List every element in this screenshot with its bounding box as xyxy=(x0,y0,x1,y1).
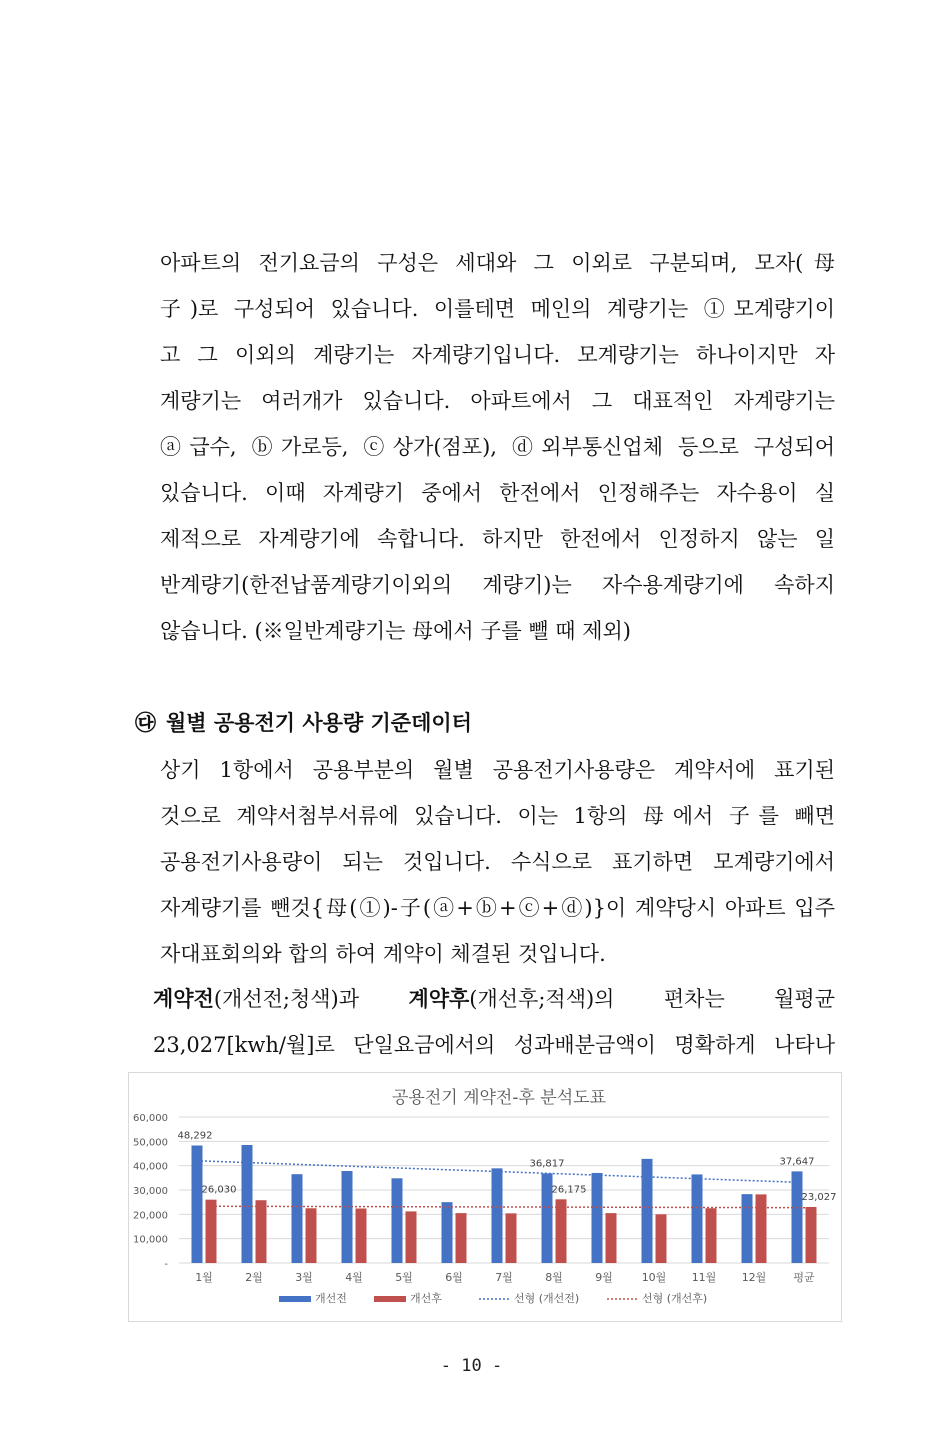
bar-after xyxy=(706,1208,717,1263)
bar-after xyxy=(756,1194,767,1263)
bar-before xyxy=(442,1202,453,1263)
paragraph-3-line xyxy=(153,976,835,1022)
paragraph-3 xyxy=(153,976,835,1068)
paragraph-2-line: 자대표회의와 합의 하여 계약이 체결된 것입니다. xyxy=(160,942,606,966)
bar-before xyxy=(692,1174,703,1263)
x-tick-label: 5월 xyxy=(395,1271,413,1284)
before-contract-label: 계약전 xyxy=(153,987,214,1011)
paragraph-2-line: 공용전기사용량이 되는 것입니다. 수식으로 표기하면 모계량기에서 xyxy=(160,850,835,874)
bar-after xyxy=(256,1200,267,1263)
bar-before xyxy=(742,1194,753,1263)
paragraph-2-line: 상기 1항에서 공용부분의 월별 공용전기사용량은 계약서에 표기된 xyxy=(160,758,835,782)
before-contract-text: (개선전;청색)과 xyxy=(213,987,409,1011)
bar-before xyxy=(342,1171,353,1263)
bar-after xyxy=(656,1214,667,1263)
paragraph-1-line: 않습니다. (※일반계량기는 母에서 子를 뺄 때 제외) xyxy=(160,619,631,643)
bar-after xyxy=(606,1213,617,1263)
section-title: 월별 공용전기 사용량 기준데이터 xyxy=(166,711,472,735)
bar-before xyxy=(392,1178,403,1263)
paragraph-1-line: 계량기는 여러개가 있습니다. 아파트에서 그 대표적인 자계량기는 xyxy=(160,389,835,413)
section-marker: ㉰ xyxy=(135,711,156,735)
x-tick-label: 4월 xyxy=(345,1271,363,1284)
paragraph-1 xyxy=(160,240,835,654)
legend-swatch xyxy=(374,1296,406,1302)
x-tick-label: 11월 xyxy=(691,1271,717,1284)
paragraph-1-line: 있습니다. 이때 자계량기 중에서 한전에서 인정해주는 자수용이 실 xyxy=(160,481,835,505)
x-tick-label: 10월 xyxy=(641,1271,667,1284)
x-tick-label: 8월 xyxy=(545,1271,563,1284)
x-tick-label: 2월 xyxy=(245,1271,263,1284)
bar-after xyxy=(556,1199,567,1263)
paragraph-1-line: 반계량기(한전납품계량기이외의 계량기)는 자수용계량기에 속하지 xyxy=(160,573,835,597)
bar-after xyxy=(306,1208,317,1263)
paragraph-1-line: 아파트의 전기요금의 구성은 세대와 그 이외로 구분되며, 모자(母 xyxy=(160,251,835,275)
chart-container xyxy=(128,1072,842,1322)
paragraph-2 xyxy=(160,747,835,977)
bar-before xyxy=(792,1171,803,1263)
paragraph-1-line: 고 그 이외의 계량기는 자계량기입니다. 모계량기는 하나이지만 자 xyxy=(160,343,835,367)
after-contract-label: 계약후 xyxy=(408,987,470,1011)
bar-before xyxy=(192,1145,203,1263)
page-number: - 10 - xyxy=(440,1356,503,1376)
bar-before xyxy=(642,1159,653,1263)
data-label: 48,292 xyxy=(177,1130,213,1142)
after-contract-text: (개선후;적색)의 편차는 월평균 xyxy=(469,987,835,1011)
bar-before xyxy=(592,1173,603,1263)
x-tick-label: 7월 xyxy=(495,1271,513,1284)
data-label: 23,027 xyxy=(801,1191,837,1203)
y-tick-label: 10,000 xyxy=(133,1234,168,1246)
bar-after xyxy=(506,1213,517,1263)
paragraph-1-line: 子)로 구성되어 있습니다. 이를테면 메인의 계량기는 ①모계량기이 xyxy=(160,297,835,321)
bar-after xyxy=(456,1213,467,1263)
y-tick-label: 20,000 xyxy=(133,1210,168,1222)
paragraph-3-line: 23,027[kwh/월]로 단일요금에서의 성과배분금액이 명확하게 나타나 xyxy=(153,1033,835,1057)
paragraph-1-line: ⓐ급수, ⓑ가로등, ⓒ상가(점포), ⓓ외부통신업체 등으로 구성되어 xyxy=(160,435,835,459)
bar-before xyxy=(292,1174,303,1263)
bar-after xyxy=(806,1207,817,1263)
section-heading xyxy=(135,703,472,743)
paragraph-2-line: 것으로 계약서첨부서류에 있습니다. 이는 1항의 母에서 子를 빼면 xyxy=(160,804,835,828)
legend-label: 개선후 xyxy=(410,1292,442,1305)
bar-after xyxy=(356,1208,367,1263)
bar-after xyxy=(206,1200,217,1263)
paragraph-2-line: 자계량기를 뺀것{母(①)-子(ⓐ+ⓑ+ⓒ+ⓓ)}이 계약당시 아파트 입주 xyxy=(160,896,835,920)
x-tick-label: 평균 xyxy=(793,1271,815,1284)
data-label: 26,175 xyxy=(551,1184,587,1196)
chart-title: 공용전기 계약전-후 분석도표 xyxy=(391,1088,607,1108)
data-label: 26,030 xyxy=(201,1184,237,1196)
bar-after xyxy=(406,1211,417,1263)
legend-label: 선형 (개선전) xyxy=(514,1292,580,1305)
bar-before xyxy=(492,1168,503,1263)
y-tick-label: 50,000 xyxy=(133,1137,168,1149)
paragraph-1-line: 제적으로 자계량기에 속합니다. 하지만 한전에서 인정하지 않는 일 xyxy=(160,527,835,551)
y-tick-label: 40,000 xyxy=(133,1161,168,1173)
y-tick-label: - xyxy=(164,1259,168,1270)
x-tick-label: 1월 xyxy=(195,1271,213,1284)
usage-chart xyxy=(129,1073,841,1321)
legend-label: 선형 (개선후) xyxy=(642,1292,708,1305)
x-tick-label: 3월 xyxy=(295,1271,313,1284)
y-tick-label: 30,000 xyxy=(133,1186,168,1197)
data-label: 36,817 xyxy=(529,1158,565,1170)
y-tick-label: 60,000 xyxy=(133,1113,168,1124)
legend-label: 개선전 xyxy=(315,1292,347,1305)
x-tick-label: 12월 xyxy=(741,1271,767,1284)
data-label: 37,647 xyxy=(779,1156,815,1168)
x-tick-label: 6월 xyxy=(445,1271,463,1284)
legend-swatch xyxy=(279,1296,311,1302)
x-tick-label: 9월 xyxy=(595,1271,613,1284)
